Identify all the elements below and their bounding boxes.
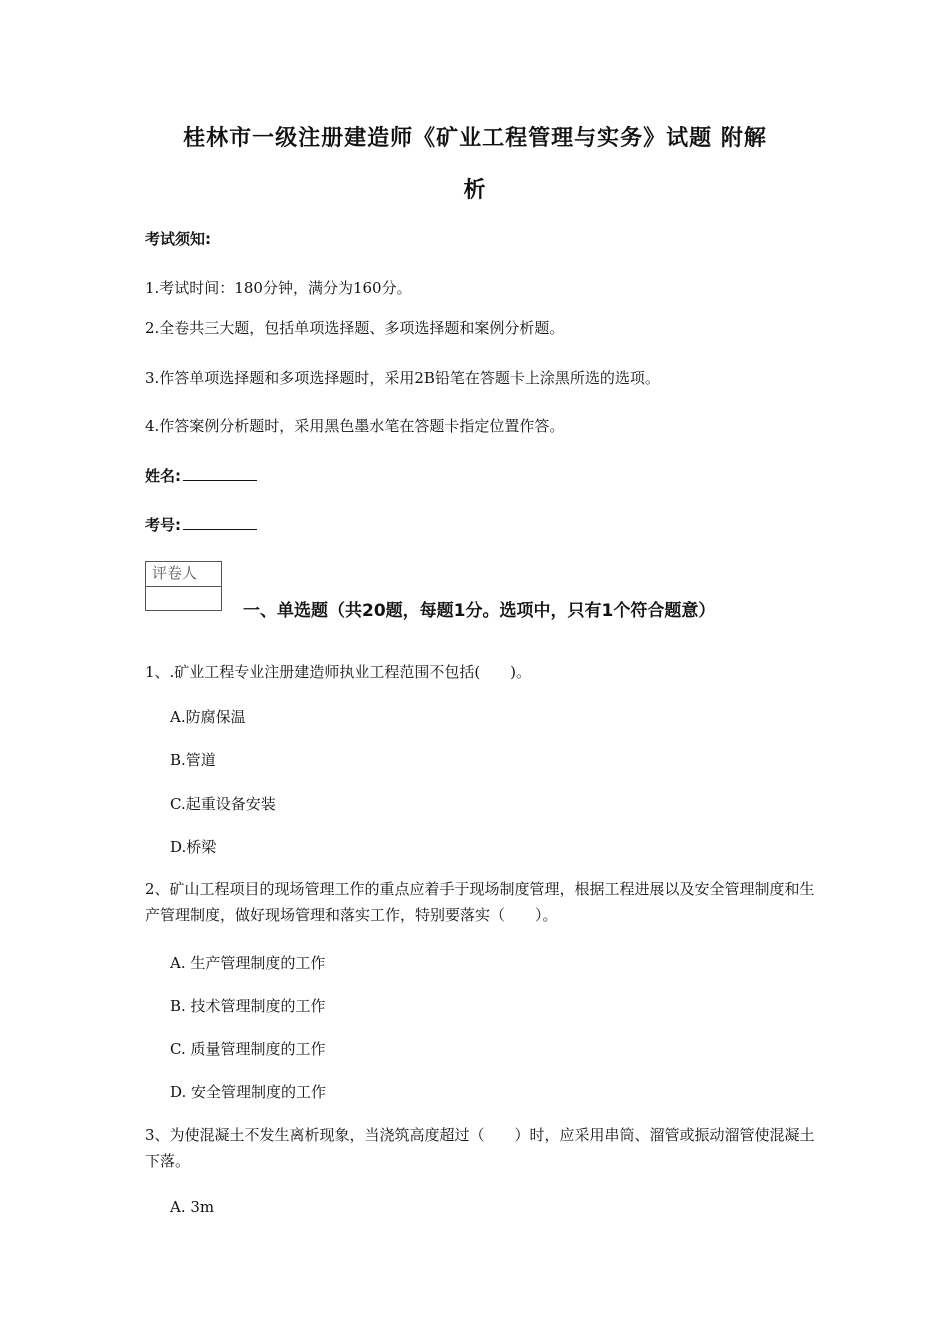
question-2-option-d: D. 安全管理制度的工作	[170, 1083, 327, 1101]
question-3-option-a: A. 3m	[170, 1198, 215, 1216]
question-1-option-b: B.管道	[170, 751, 216, 769]
notice-item: 2.全卷共三大题，包括单项选择题、多项选择题和案例分析题。	[145, 319, 565, 337]
question-1-option-a: A.防腐保温	[170, 708, 246, 726]
notice-item: 3.作答单项选择题和多项选择题时，采用2B铅笔在答题卡上涂黑所选的选项。	[145, 369, 660, 387]
section-title: 一、单选题（共20题，每题1分。选项中，只有1个符合题意）	[243, 601, 716, 621]
question-3-text: 3、为使混凝土不发生离析现象，当浇筑高度超过（ ）时，应采用串筒、溜管或振动溜管使混凝土下落。	[145, 1126, 815, 1170]
name-field	[145, 465, 257, 486]
question-1-option-d: D.桥梁	[170, 838, 217, 856]
grader-box	[145, 561, 222, 611]
question-2-option-a: A. 生产管理制度的工作	[170, 954, 326, 972]
question-1-option-c: C.起重设备安装	[170, 795, 276, 813]
notice-heading: 考试须知:	[145, 230, 211, 248]
question-2-option-c: C. 质量管理制度的工作	[170, 1040, 326, 1058]
name-blank[interactable]	[183, 466, 257, 481]
document-title-line2: 析	[463, 178, 487, 203]
id-blank[interactable]	[183, 515, 257, 530]
question-2-option-b: B. 技术管理制度的工作	[170, 997, 326, 1015]
id-label: 考号:	[145, 516, 181, 534]
question-2-text: 2、矿山工程项目的现场管理工作的重点应着手于现场制度管理，根据工程进展以及安全管理制度和生产管理制度，做好现场管理和落实工作，特别要落实（ ）。	[145, 880, 815, 924]
question-1-text: 1、.矿业工程专业注册建造师执业工程范围不包括( )。	[145, 663, 532, 681]
notice-item: 1.考试时间：180分钟，满分为160分。	[145, 279, 412, 297]
name-label: 姓名:	[145, 467, 181, 485]
grader-label: 评卷人	[146, 562, 221, 587]
id-field	[145, 514, 257, 535]
notice-item: 4.作答案例分析题时，采用黑色墨水笔在答题卡指定位置作答。	[145, 417, 565, 435]
document-title-line1: 桂林市一级注册建造师《矿业工程管理与实务》试题 附解	[183, 126, 767, 151]
